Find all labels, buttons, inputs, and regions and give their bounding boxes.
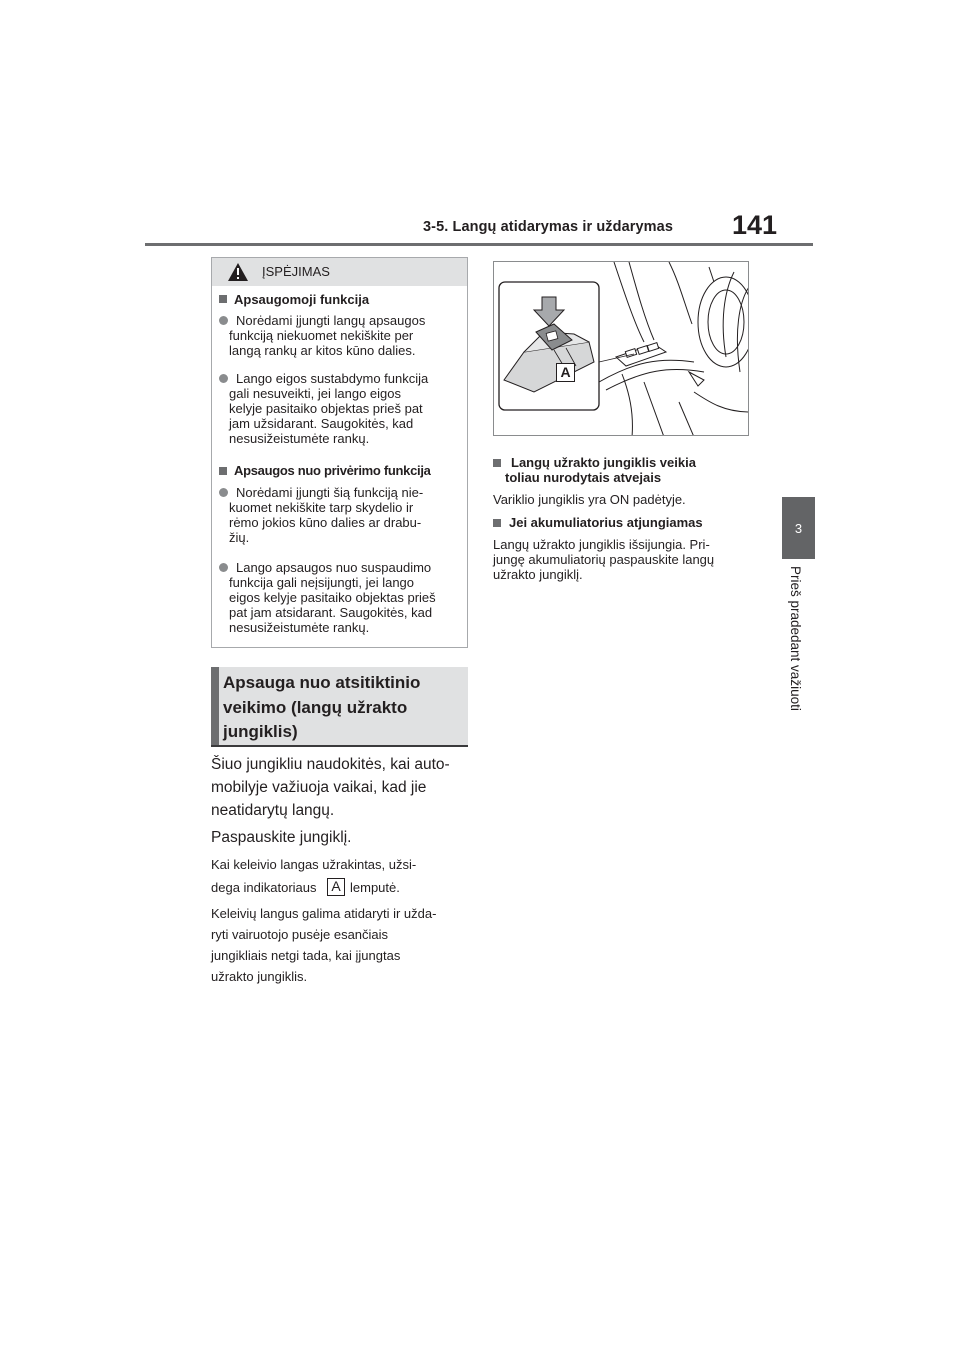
section-heading-bar — [211, 667, 219, 745]
heading-line: jungiklis) — [223, 722, 298, 741]
intro-line: neatidarytų langų. — [211, 802, 335, 819]
warning-item-line: eigos kelyje pasitaiko objektas prieš — [229, 590, 436, 605]
warning-item-line: Lango eigos sustabdymo funkcija — [236, 371, 429, 386]
warning-item-line: funkcija gali neįsijungti, jei lango — [229, 575, 415, 590]
warning-item-line: kelyje pasitaiko objektas prieš pat — [229, 401, 423, 416]
subsection-title-line: Langų užrakto jungiklis veikia — [511, 455, 696, 470]
warning-item-line: pat jam atsidarant. Saugokitės, kad — [229, 605, 433, 620]
warning-item-line: žių. — [229, 530, 250, 545]
window-lock-switch-illustration — [493, 261, 749, 436]
warning-item-line: kuomet nekiškite tarp skydelio ir — [229, 500, 414, 515]
subsection-text: Variklio jungiklis yra ON padėtyje. — [493, 492, 686, 507]
section-heading-rule — [211, 745, 468, 747]
square-bullet-icon — [219, 295, 227, 303]
square-bullet-icon — [493, 519, 501, 527]
page-number: 141 — [732, 210, 778, 240]
warning-item-line: nesusižeistumėte rankų. — [229, 620, 370, 635]
header-rule — [145, 243, 813, 246]
note-line: Kai keleivio langas užrakintas, užsi- — [211, 857, 417, 872]
section-title: 3-5. Langų atidarymas ir uždarymas — [423, 219, 673, 235]
warning-item-line: nesusižeistumėte rankų. — [229, 431, 370, 446]
warning-item-line: Lango apsaugos nuo suspaudimo — [236, 560, 432, 575]
chapter-title: Prieš pradedant važiuoti — [788, 566, 803, 711]
warning-item-line: gali nesuveikti, jei lango eigos — [229, 386, 401, 401]
subsection-text-line: užrakto jungiklį. — [493, 567, 583, 582]
note-line: užrakto jungiklis. — [211, 969, 308, 984]
intro-line: Šiuo jungikliu naudokitės, kai auto- — [211, 756, 450, 773]
warning-item-line: funkciją niekuomet nekiškite per — [229, 328, 414, 343]
subsection-title-line: toliau nurodytais atvejais — [505, 470, 662, 485]
action-text: Paspauskite jungiklį. — [211, 829, 352, 846]
note-line: ryti vairuotojo pusėje esančiais — [211, 927, 389, 942]
warning-subsection-title: Apsaugos nuo privėrimo funkcija — [234, 463, 431, 478]
intro-line: mobilyje važiuoja vaikai, kad jie — [211, 779, 427, 796]
warning-item-line: Norėdami įjungti langų apsaugos — [236, 313, 426, 328]
note-line: jungikliais netgi tada, kai įjungtas — [211, 948, 401, 963]
warning-subsection-title: Apsaugomoji funkcija — [234, 292, 370, 307]
round-bullet-icon — [219, 563, 228, 572]
section-heading — [223, 671, 463, 745]
note-line: Keleivių langus galima atidaryti ir užda- — [211, 906, 437, 921]
heading-line: Apsauga nuo atsitiktinio — [223, 673, 421, 692]
warning-title: ĮSPĖJIMAS — [262, 264, 330, 279]
round-bullet-icon — [219, 488, 228, 497]
note-line-pre: dega indikatoriaus — [211, 880, 317, 895]
square-bullet-icon — [219, 467, 227, 475]
warning-item-line: langą rankų ar kitos kūno dalies. — [229, 343, 416, 358]
subsection-title: Jei akumuliatorius atjungiamas — [509, 515, 703, 530]
note-line-post: lemputė. — [350, 880, 400, 895]
warning-triangle-icon — [227, 262, 249, 282]
warning-item-line: rėmo jokios kūno dalies ar drabu- — [229, 515, 422, 530]
subsection-text-line: Langų užrakto jungiklis išsijungia. Pri- — [493, 537, 710, 552]
chapter-number: 3 — [794, 520, 803, 536]
callout-label-a: A — [556, 363, 575, 382]
warning-item-line: jam užsidarant. Saugokitės, kad — [229, 416, 414, 431]
round-bullet-icon — [219, 374, 228, 383]
warning-header — [212, 258, 467, 286]
round-bullet-icon — [219, 316, 228, 325]
warning-item-line: Norėdami įjungti šią funkciją nie- — [236, 485, 424, 500]
chapter-tab — [782, 497, 815, 559]
heading-line: veikimo (langų užrakto — [223, 697, 408, 717]
door-panel-drawing — [494, 262, 749, 436]
subsection-text-line: jungę akumuliatorių paspauskite langų — [493, 552, 715, 567]
chapter-side-label — [787, 566, 807, 736]
label-a-inline: A — [327, 878, 345, 896]
square-bullet-icon — [493, 459, 501, 467]
